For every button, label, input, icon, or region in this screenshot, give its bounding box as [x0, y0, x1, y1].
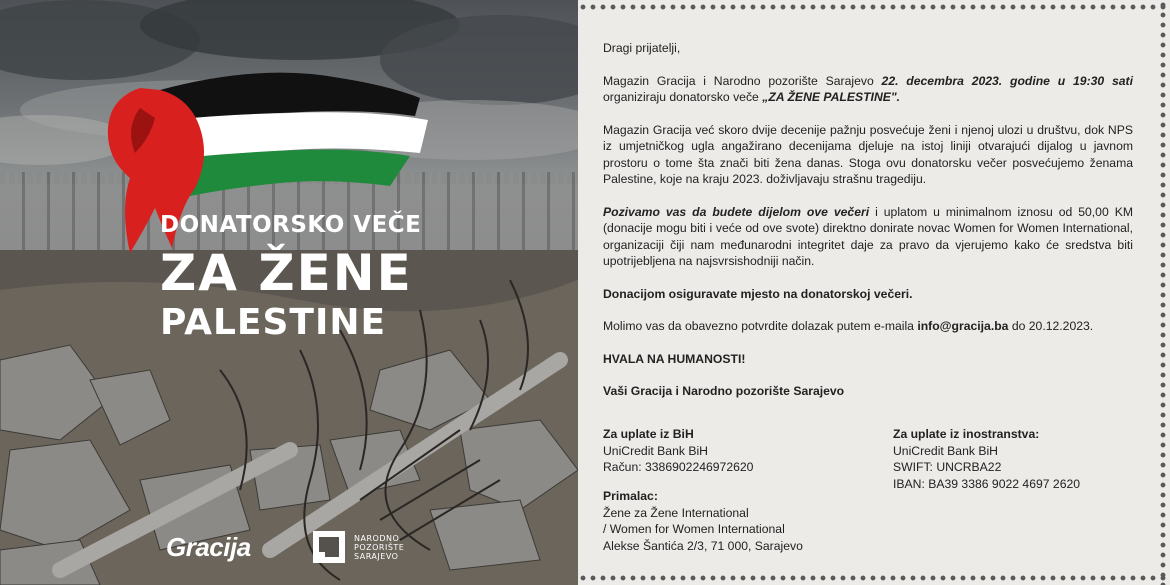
recipient-heading: Primalac:: [603, 489, 658, 503]
photo-panel: [0, 0, 578, 585]
event-date: 22. decembra 2023. godine u 19:30 sati: [881, 73, 1133, 88]
paragraph-event: [603, 73, 1133, 106]
paragraph-about: Magazin Gracija već skoro dvije decenije pažnju posvećuje ženi i njenoj ulozi u društvu, dok NPS iz umjetničkog ugla angažirano decenijama djeluje na istoj liniji otvarajući dijalog u javnom prostoru o tome šta znači biti žena danas. Stoga ovu donatorsku večer posvećujemo ženama Palestine, koje na kraju 2023. doživljavaju strašnu tragediju.: [603, 122, 1133, 186]
dotted-border-top: [578, 2, 1170, 12]
recipient-name-en: / Women for Women International: [603, 522, 785, 536]
recipient-name: Žene za Žene International: [603, 505, 749, 520]
payment-foreign-iban: IBAN: BA39 3386 9022 4697 2620: [893, 476, 1081, 491]
paragraph-invite: [603, 204, 1133, 270]
greeting: Dragi prijatelji,: [603, 41, 681, 55]
recipient-address: Alekse Šantića 2/3, 71 000, Sarajevo: [603, 538, 803, 553]
letter-panel: [578, 0, 1170, 585]
rsvp-text-a: Molimo vas da obavezno potvrdite dolazak putem e-maila: [603, 319, 918, 333]
recipient-block: [603, 488, 803, 554]
nps-logo-text: [354, 534, 404, 561]
nps-logo-line2: POZORIŠTE: [354, 542, 405, 552]
p1-text-b: organiziraju donatorsko veče: [603, 90, 763, 104]
payment-bih-account: Račun: 3386902246972620: [603, 460, 754, 474]
flag-green-stripe: [180, 150, 410, 196]
nps-mark-icon: [312, 530, 346, 564]
flag-black-stripe: [160, 73, 420, 120]
p1-text-a: Magazin Gracija i Narodno pozorište Sarajevo: [603, 73, 882, 88]
rsvp-email-link[interactable]: info@gracija.ba: [917, 319, 1009, 333]
payment-foreign-swift: SWIFT: UNCRBA22: [893, 460, 1002, 474]
dotted-border-bottom: [578, 573, 1170, 583]
payment-bih: [603, 426, 753, 476]
nps-logo-line3: SARAJEVO: [354, 551, 399, 561]
payment-bih-heading: Za uplate iz BiH: [603, 427, 694, 441]
rsvp-text-b: do 20.12.2023.: [1008, 319, 1094, 333]
gracija-logo: Gracija: [166, 532, 251, 562]
poster-title-line2: ZA ŽENE: [160, 244, 413, 302]
poster-title-line3: PALESTINE: [160, 302, 387, 343]
payment-foreign-bank: UniCredit Bank BiH: [893, 443, 998, 458]
payment-bih-bank: UniCredit Bank BiH: [603, 443, 708, 458]
dotted-border-right: [1158, 0, 1168, 585]
paragraph-rsvp: [603, 318, 1133, 335]
invite-text: i uplatom u minimalnom iznosu od 50,00 KM (donacije mogu biti i veće od ove svote) direktno donirate novac Women for Women International, organizaciji čiji nam međunarodni integritet daje za pravo da vjerujemo kako će sredstva biti upotrijebljena na najsvrsishodniji način.: [603, 204, 1133, 268]
nps-logo: [312, 530, 404, 564]
event-name: „ZA ŽENE PALESTINE".: [762, 90, 901, 104]
paragraph-thanks: HVALA NA HUMANOSTI!: [603, 351, 746, 366]
paragraph-seat: Donacijom osiguravate mjesto na donatorskoj večeri.: [603, 286, 913, 301]
nps-logo-line1: NARODNO: [354, 533, 400, 543]
poster-title-line1: DONATORSKO VEČE: [160, 212, 422, 238]
paragraph-signature: Vaši Gracija i Narodno pozorište Sarajevo: [603, 384, 845, 398]
payment-foreign: [893, 426, 1080, 492]
payment-foreign-heading: Za uplate iz inostranstva:: [893, 427, 1040, 441]
letter-body: [603, 40, 1133, 400]
invite-highlight: Pozivamo vas da budete dijelom ove večeri: [603, 204, 870, 219]
